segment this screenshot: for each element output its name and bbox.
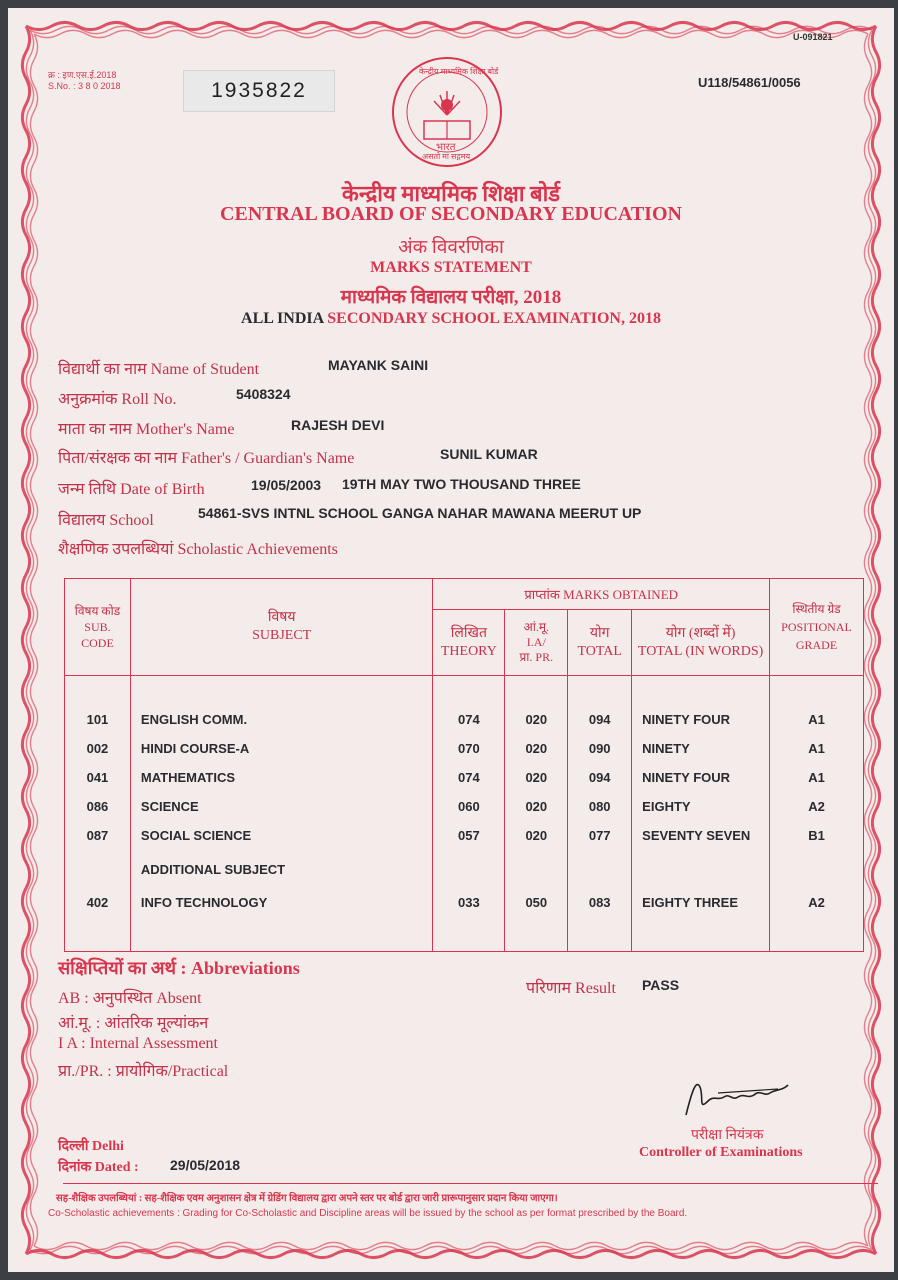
board-name-hindi: केन्द्रीय माध्यमिक शिक्षा बोर्ड [341,181,561,206]
col-header-code: विषय कोड SUB. CODE [65,579,131,676]
col-header-theory: लिखित THEORY [433,610,505,676]
additional-subject-label: ADDITIONAL SUBJECT [130,850,432,888]
marks-rows [65,676,864,952]
col-header-marks-obtained: प्राप्तांक MARKS OBTAINED [433,579,770,610]
abbr-practical: प्रा./PR. : प्रायोगिक/Practical [58,1063,229,1080]
father-name-label: पिता/संरक्षक का नाम Father's / Guardian's Name [58,450,355,467]
result-label: परिणाम Result [526,980,616,997]
stamp-line-1: क्र : इण.एस.ई.2018 [48,70,117,80]
marks-table [64,578,864,952]
controller-title-english: Controller of Examinations [639,1145,803,1160]
student-name: MAYANK SAINI [328,357,429,373]
school-label: विद्यालय School [58,512,154,529]
controller-title-hindi: परीक्षा नियंत्रक [691,1128,764,1143]
top-code: U-091821 [793,32,833,42]
father-name: SUNIL KUMAR [440,446,538,462]
abbr-absent: AB : अनुपस्थित Absent [58,990,202,1007]
exam-name-hindi: माध्यमिक विद्यालय परीक्षा, 2018 [340,287,562,308]
table-row: 086 SCIENCE 060 020 080 EIGHTY A2 [65,792,864,821]
mother-name-label: माता का नाम Mother's Name [58,421,235,438]
col-header-subject: विषय SUBJECT [130,579,432,676]
exam-prefix: ALL INDIA [241,310,324,327]
abbreviations-title: संक्षिप्तियों का अर्थ : Abbreviations [58,958,300,978]
table-row: 101 ENGLISH COMM. 074 020 094 NINETY FOUR A1 [65,705,864,734]
additional-subject-heading-row [65,850,864,888]
dated-label: दिनांक Dated : [58,1160,139,1175]
table-row: 087 SOCIAL SCIENCE 057 020 077 SEVENTY SEVEN B1 [65,821,864,850]
col-header-total: योग TOTAL [568,610,632,676]
col-header-grade: स्थितीय ग्रेड POSITIONAL GRADE [770,579,864,676]
marks-statement-document [8,8,894,1272]
table-row: 041 MATHEMATICS 074 020 094 NINETY FOUR A1 [65,763,864,792]
statement-title-english: MARKS STATEMENT [370,259,532,276]
dob-value: 19/05/2003 [251,477,322,493]
scholastic-label: शैक्षणिक उपलब्धियां Scholastic Achievements [58,541,338,558]
statement-title-hindi: अंक विवरणिका [398,237,504,258]
col-header-total-words: योग (शब्दों में) TOTAL (IN WORDS) [632,610,770,676]
exam-title: SECONDARY SCHOOL EXAMINATION, 2018 [327,310,661,327]
exam-name-english [8,310,894,328]
controller-signature [678,1071,798,1121]
table-row: 402 INFO TECHNOLOGY 033 050 083 EIGHTY THREE A2 [65,888,864,917]
dated-value: 29/05/2018 [170,1157,241,1173]
mother-name: RAJESH DEVI [291,417,385,433]
serial-number: 1935822 [183,70,335,112]
co-scholastic-note-english: Co-Scholastic achievements : Grading for Co-Scholastic and Discipline areas will be issued by the school as per format prescribed by the Board. [48,1208,688,1219]
reference-number: U118/54861/0056 [698,75,801,90]
col-header-ia: आं.मू. I.A/ प्रा. PR. [505,610,568,676]
footer-divider [63,1183,878,1184]
emblem-top-text: केन्द्रीय माध्यमिक शिक्षा बोर्ड [419,67,499,76]
dob-words: 19TH MAY TWO THOUSAND THREE [342,476,581,492]
dob-label: जन्म तिथि Date of Birth [58,481,205,498]
emblem-bottom-text: भारत [436,142,456,153]
roll-label: अनुक्रमांक Roll No. [58,391,177,408]
stamp-line-2: S.No. : 3 8 0 2018 [48,81,121,91]
student-name-label: विद्यार्थी का नाम Name of Student [58,361,260,378]
abbr-internal-hindi: आं.मू. : आंतरिक मूल्यांकन [58,1015,209,1032]
roll-number: 5408324 [236,386,291,402]
emblem-motto: असतो मा सद्गमय [422,152,471,161]
school-name: 54861-SVS INTNL SCHOOL GANGA NAHAR MAWANA MEERUT UP [198,505,642,521]
co-scholastic-note-hindi: सह-शैक्षिक उपलब्धियां : सह-शैक्षिक एवम अनुशासन क्षेत्र में ग्रेडिंग विद्यालय द्वारा अपने स्तर पर बोर्ड द्वारा जारी प्रारूपानुसार प्रदान किया जाएगा। [56,1193,558,1204]
board-name-english: CENTRAL BOARD OF SECONDARY EDUCATION [220,203,682,225]
place-label: दिल्ली Delhi [58,1139,124,1154]
abbr-internal-assessment: I A : Internal Assessment [58,1035,218,1052]
table-row: 002 HINDI COURSE-A 070 020 090 NINETY A1 [65,734,864,763]
result-value: PASS [642,977,680,993]
